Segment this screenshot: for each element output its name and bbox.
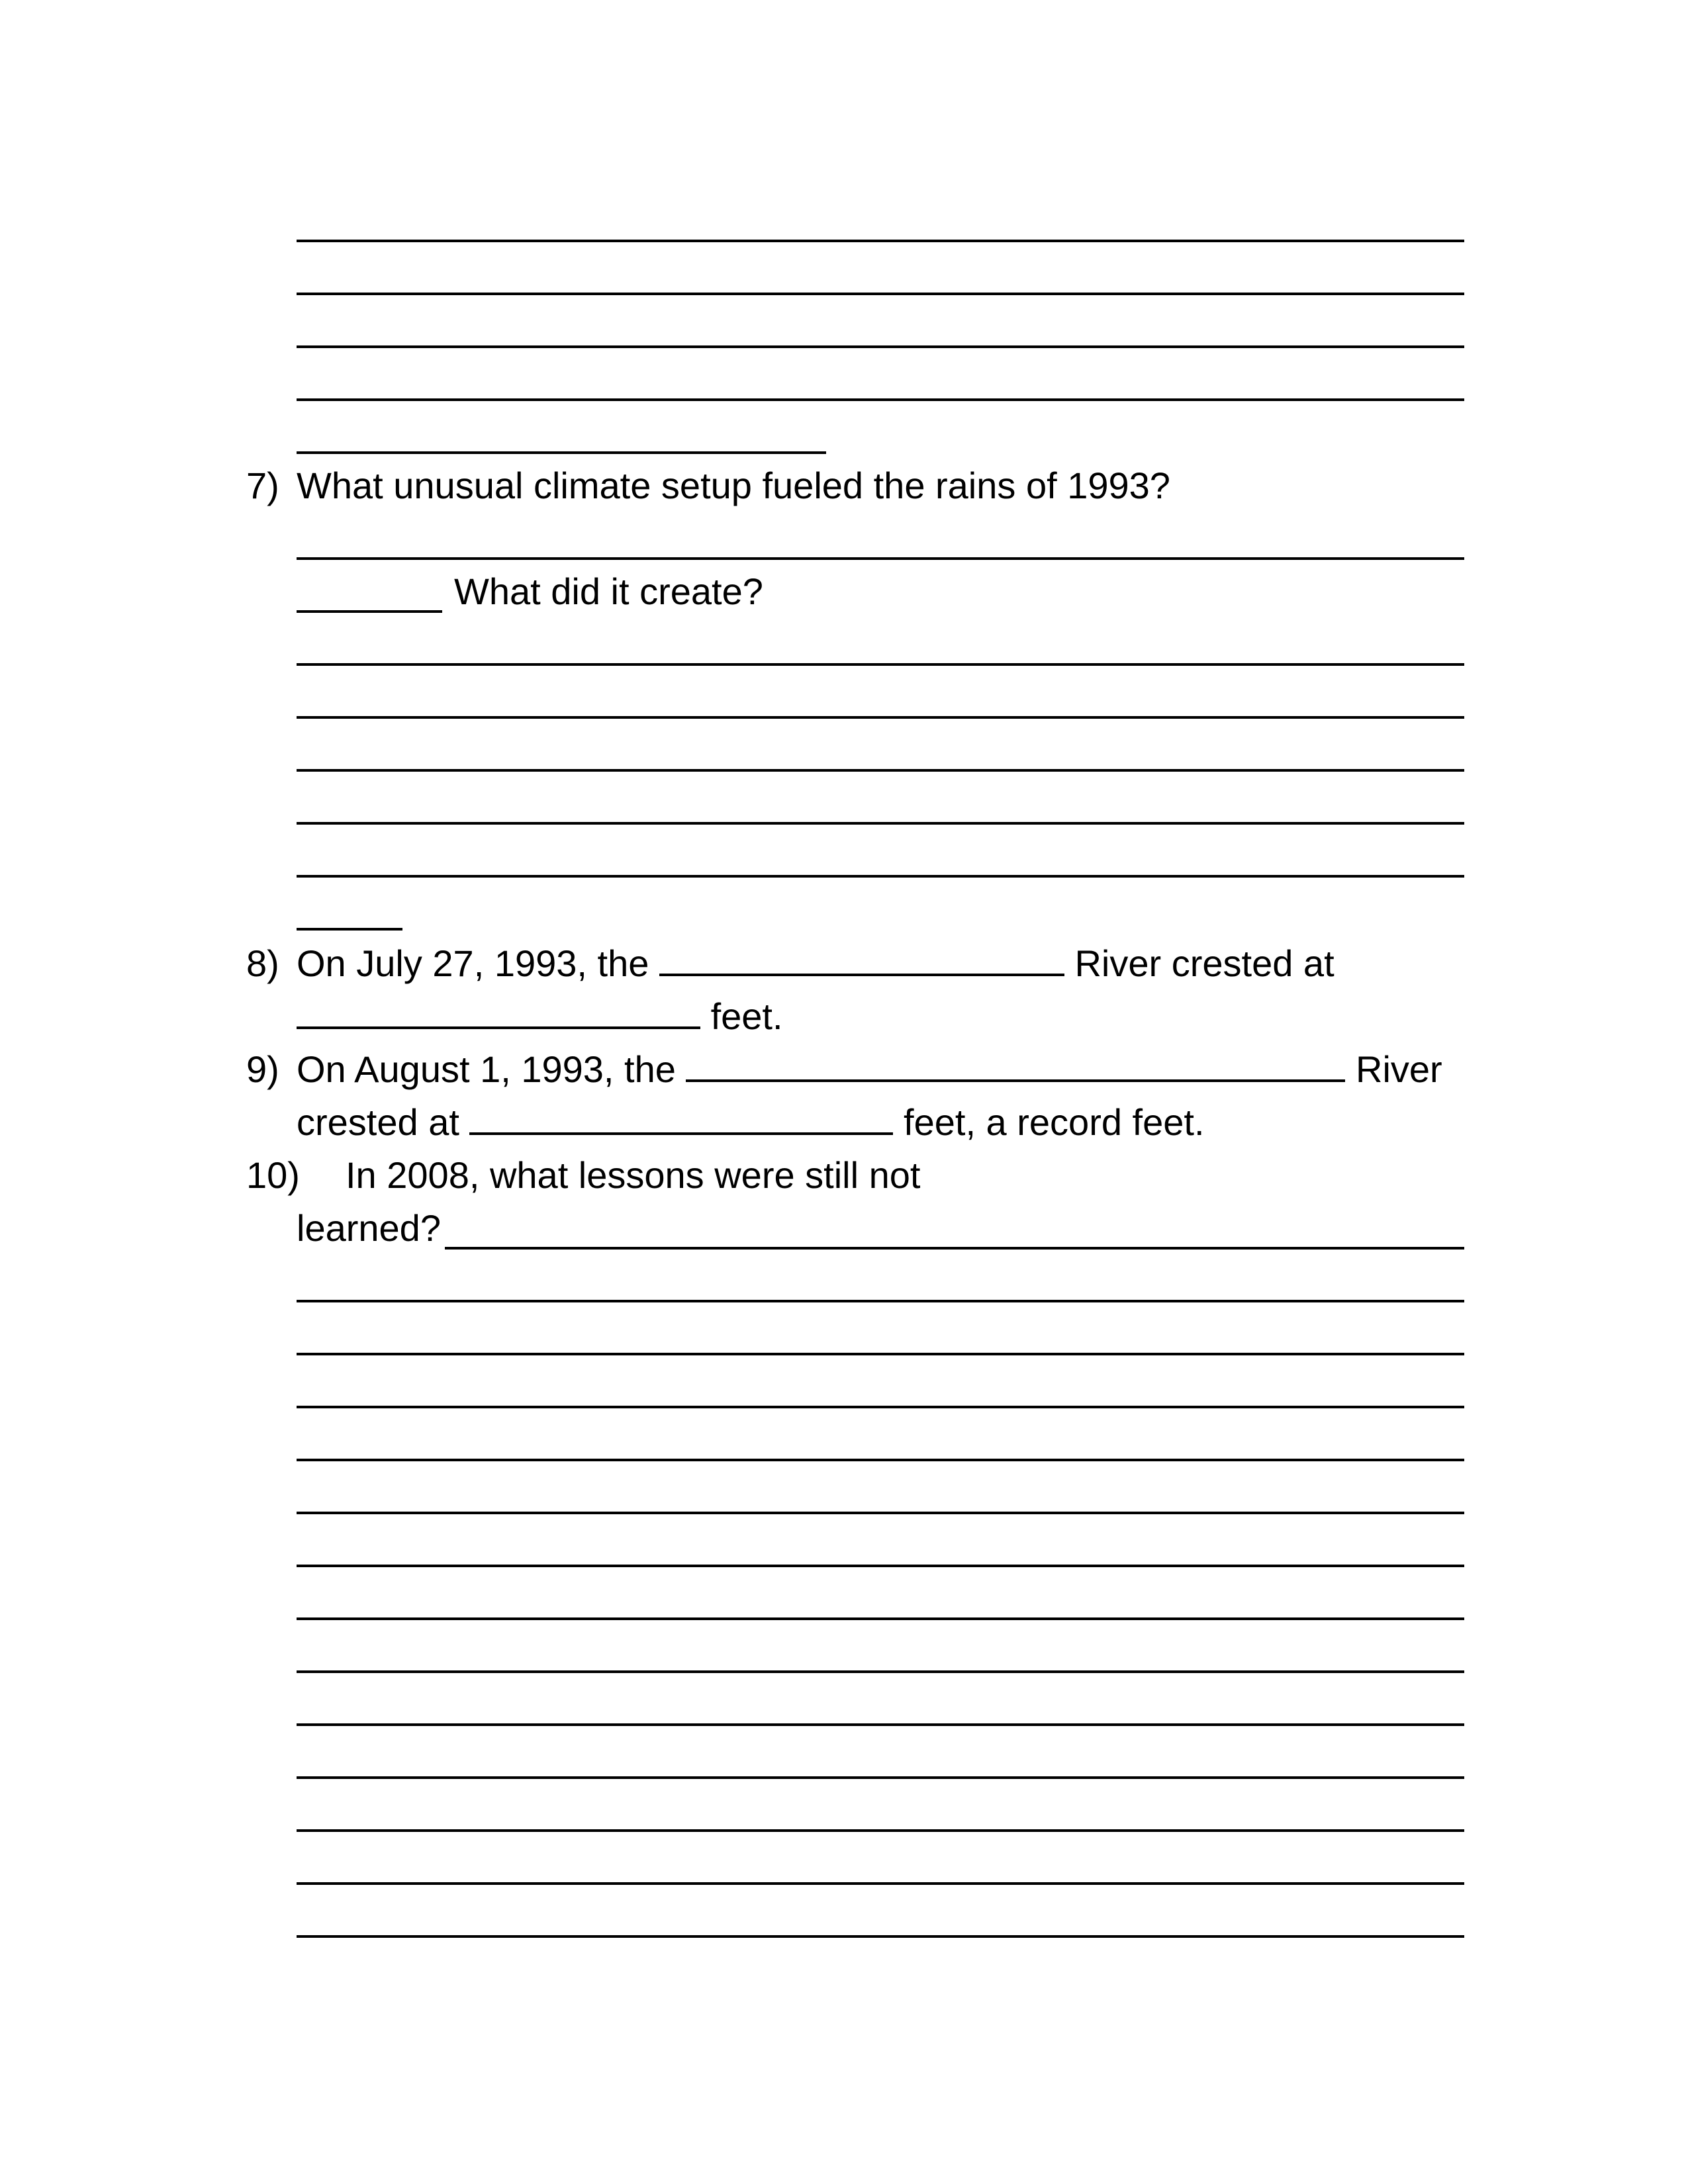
question-8-text-3: feet.	[710, 995, 783, 1037]
question-8-line-1	[297, 942, 1335, 985]
crest-height-blank[interactable]	[469, 1126, 893, 1135]
question-9-number: 9)	[246, 1048, 279, 1090]
question-10-number: 10)	[246, 1154, 300, 1196]
answer-line[interactable]	[297, 1565, 1464, 1567]
answer-line[interactable]	[297, 1512, 1464, 1514]
question-8-text-2: River crested at	[1074, 942, 1335, 984]
answer-line[interactable]	[297, 1617, 1464, 1620]
answer-line[interactable]	[297, 398, 1464, 401]
answer-line[interactable]	[297, 1459, 1464, 1461]
question-8-number: 8)	[246, 942, 279, 984]
crest-height-blank[interactable]	[297, 1020, 700, 1029]
answer-line[interactable]	[297, 716, 1464, 719]
answer-line[interactable]	[297, 1670, 1464, 1673]
question-9-text-3: crested at	[297, 1101, 459, 1143]
answer-line[interactable]	[297, 240, 1464, 242]
answer-line[interactable]	[297, 1882, 1464, 1885]
answer-line[interactable]	[297, 1935, 1464, 1938]
answer-line[interactable]	[297, 1300, 1464, 1302]
question-9-line-2	[297, 1101, 1205, 1144]
answer-line[interactable]	[445, 1247, 1464, 1250]
river-name-blank[interactable]	[686, 1073, 1345, 1082]
answer-line[interactable]	[297, 1829, 1464, 1832]
question-7-number: 7)	[246, 465, 279, 506]
answer-line-short[interactable]	[297, 928, 402, 931]
answer-line[interactable]	[297, 1353, 1464, 1355]
answer-line[interactable]	[297, 293, 1464, 295]
answer-line[interactable]	[297, 663, 1464, 666]
question-9-text-1: On August 1, 1993, the	[297, 1048, 676, 1090]
answer-line[interactable]	[297, 345, 1464, 348]
question-7-prompt: What unusual climate setup fueled the rains of 1993?	[297, 465, 1170, 506]
question-8-text-1: On July 27, 1993, the	[297, 942, 649, 984]
answer-line-short[interactable]	[297, 451, 826, 454]
answer-line[interactable]	[297, 1776, 1464, 1779]
question-9-text-2: River	[1356, 1048, 1442, 1090]
answer-line[interactable]	[297, 1406, 1464, 1408]
answer-line[interactable]	[297, 875, 1464, 878]
answer-line[interactable]	[297, 769, 1464, 772]
question-10-prompt-cont: learned?	[297, 1207, 441, 1249]
answer-line[interactable]	[297, 1723, 1464, 1726]
question-9-text-4: feet, a record feet.	[904, 1101, 1205, 1143]
question-10-prompt: In 2008, what lessons were still not	[346, 1154, 921, 1196]
question-7-follow-up: What did it create?	[454, 570, 763, 612]
answer-line[interactable]	[297, 557, 1464, 560]
question-8-line-2	[297, 995, 783, 1038]
answer-line-short[interactable]	[297, 610, 442, 613]
answer-line[interactable]	[297, 822, 1464, 825]
river-name-blank[interactable]	[659, 967, 1064, 976]
question-9-line-1	[297, 1048, 1442, 1091]
